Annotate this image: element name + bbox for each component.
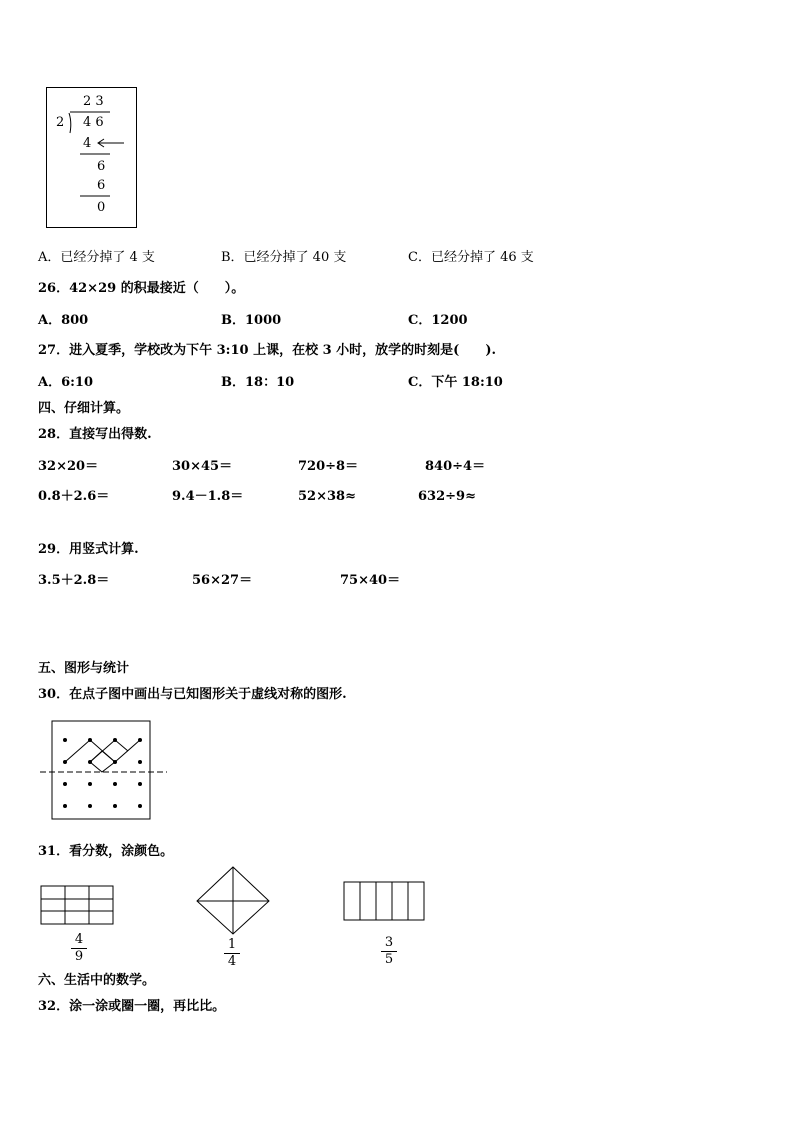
grid-dot: [113, 738, 117, 742]
q27-stem: 27．进入夏季，学校改为下午 3:10 上课，在校 3 小时，放学的时刻是( ).: [38, 343, 497, 358]
q28-row1-item3: 720÷8＝: [298, 459, 359, 474]
section5-title: 五、图形与统计: [38, 661, 130, 676]
fraction-denominator: 4: [227, 954, 237, 969]
q32-stem: 32．涂一涂或圈一圈，再比比。: [38, 999, 226, 1014]
division-divisor: 2: [56, 115, 65, 130]
grid-dot: [88, 782, 92, 786]
given-shape-lines-2: [90, 740, 128, 762]
fraction-denominator: 9: [74, 949, 84, 964]
q29-item3: 75×40＝: [340, 573, 401, 588]
q29-stem: 29．用竖式计算.: [38, 542, 139, 557]
section6-title: 六、生活中的数学。: [38, 973, 156, 988]
fraction-three-fifths: [379, 936, 399, 967]
q28-row2-item1: 0.8＋2.6＝: [38, 489, 110, 504]
division-step1: 4: [83, 136, 92, 151]
q25-option-a: A．已经分掉了 4 支: [38, 250, 155, 265]
division-step2b: 6: [97, 178, 106, 193]
q31-stem: 31．看分数，涂颜色。: [38, 844, 174, 859]
q26-stem: 26．42×29 的积最接近（ ）。: [38, 281, 245, 296]
q30-stem: 30．在点子图中画出与已知图形关于虚线对称的图形.: [38, 687, 347, 702]
fraction-numerator: 4: [74, 932, 84, 947]
q28-row2-item3: 52×38≈: [298, 489, 356, 504]
division-dividend: 4 6: [83, 115, 104, 130]
q27-option-b: B．18：10: [221, 375, 295, 390]
fraction-one-quarter: [222, 938, 242, 969]
q26-option-c: C．1200: [408, 313, 468, 328]
diamond-shape: [197, 867, 269, 934]
strip-rectangle: [344, 882, 424, 920]
q25-option-b: B．已经分掉了 40 支: [221, 250, 347, 265]
grid-dot: [138, 804, 142, 808]
grid-dot: [138, 782, 142, 786]
q28-row1-item1: 32×20＝: [38, 459, 99, 474]
fraction-numerator: 3: [384, 935, 394, 950]
q27-option-a: A．6:10: [38, 375, 94, 390]
q26-option-a: A．800: [38, 313, 89, 328]
grid-dot: [63, 782, 67, 786]
grid-dot: [63, 738, 67, 742]
dot-grid-frame: [52, 721, 150, 819]
grid-dot: [113, 804, 117, 808]
q28-row2-item4: 632÷9≈: [418, 489, 476, 504]
division-remainder: 0: [97, 200, 106, 215]
grid-dot: [88, 804, 92, 808]
fraction-numerator: 1: [227, 937, 237, 952]
section4-title: 四、仔细计算。: [38, 401, 130, 416]
q26-option-b: B．1000: [221, 313, 282, 328]
grid-dot: [138, 760, 142, 764]
given-shape-lines: [65, 740, 140, 762]
grid-dot: [63, 804, 67, 808]
grid-dot: [138, 738, 142, 742]
grid-dot: [88, 760, 92, 764]
grid-dot: [113, 782, 117, 786]
grid-dot: [63, 760, 67, 764]
q28-row1-item4: 840÷4＝: [425, 459, 486, 474]
q28-row2-item2: 9.4－1.8＝: [172, 489, 244, 504]
fraction-denominator: 5: [384, 952, 394, 967]
grid-dots: [63, 738, 142, 808]
q25-option-c: C．已经分掉了 46 支: [408, 250, 534, 265]
q27-option-c: C．下午 18:10: [408, 375, 503, 390]
division-step2a: 6: [97, 159, 106, 174]
q28-stem: 28．直接写出得数.: [38, 427, 152, 442]
grid-rectangle: [41, 886, 113, 924]
given-shape-diamond: [90, 751, 115, 772]
q29-item2: 56×27＝: [192, 573, 253, 588]
grid-dot: [113, 760, 117, 764]
fraction-four-ninths: [69, 933, 89, 964]
grid-dot: [88, 738, 92, 742]
q29-item1: 3.5＋2.8＝: [38, 573, 110, 588]
q28-row1-item2: 30×45＝: [172, 459, 233, 474]
division-quotient: 2 3: [83, 94, 104, 109]
